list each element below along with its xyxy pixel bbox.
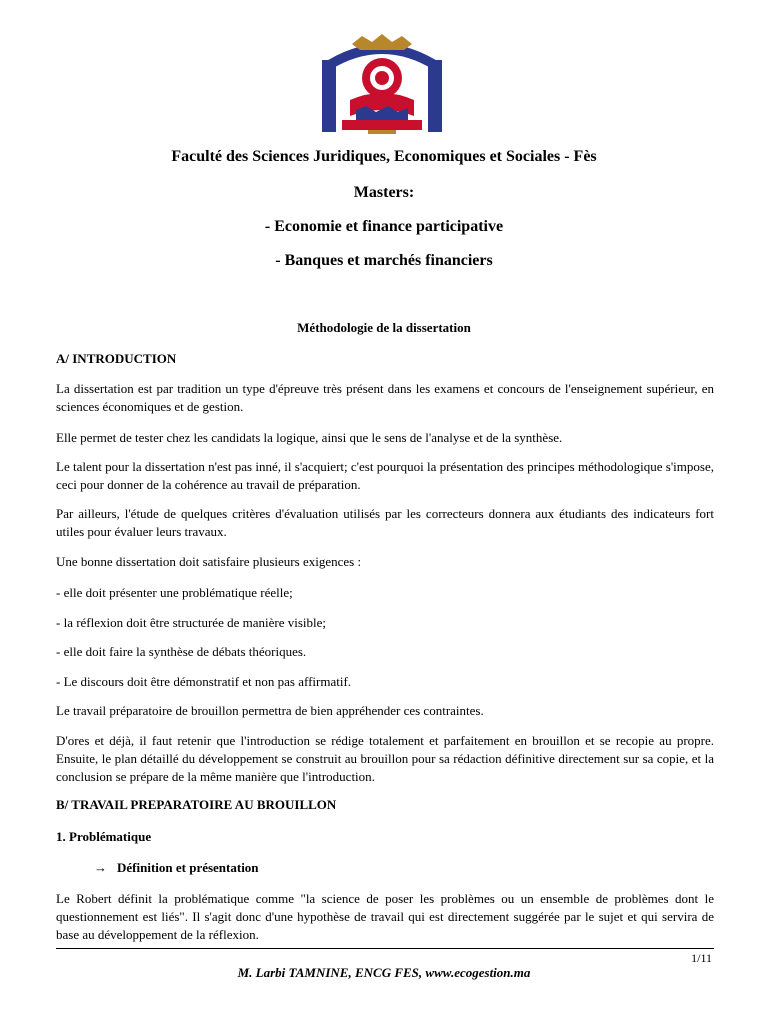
faculty-title: Faculté des Sciences Juridiques, Economiques et Sociales - Fès <box>171 148 597 165</box>
master-item-1: - Economie et finance participative <box>264 218 504 235</box>
section-b-heading: B/ TRAVAIL PREPARATOIRE AU BROUILLON <box>56 797 337 812</box>
university-emblem-icon <box>312 30 452 140</box>
paragraph: Le travail préparatoire de brouillon permettra de bien appréhender ces contraintes. <box>56 703 484 718</box>
page-number: 1/11 <box>691 951 712 965</box>
paragraph: Par ailleurs, l'étude de quelques critères d'évaluation utilisés par les correcteurs donnera aux étudiants des indicateurs fort utiles pour évaluer leurs travaux. <box>56 506 714 539</box>
list-item: - la réflexion doit être structurée de manière visible; <box>56 615 326 630</box>
list-item: - elle doit faire la synthèse de débats théoriques. <box>56 644 307 659</box>
list-item: - Le discours doit être démonstratif et non pas affirmatif. <box>56 674 352 689</box>
masters-label: Masters: <box>353 184 415 201</box>
footer-author: M. Larbi TAMNINE, ENCG FES, www.ecogestion.ma <box>237 965 531 980</box>
paragraph: Le talent pour la dissertation n'est pas inné, il s'acquiert; c'est pourquoi la présentation des principes méthodologique s'impose, ceci pour donner de la cohérence au travail de préparation. <box>56 459 714 492</box>
definition-label: Définition et présentation <box>117 860 259 875</box>
problematique-heading: 1. Problématique <box>56 829 152 844</box>
right-arrow-icon: → <box>94 860 107 875</box>
paragraph: La dissertation est par tradition un type d'épreuve très présent dans les examens et concours de l'enseignement supérieur, en sciences économiques et de gestion. <box>56 381 714 414</box>
paragraph: Elle permet de tester chez les candidats la logique, ainsi que le sens de l'analyse et de la synthèse. <box>56 430 563 445</box>
paragraph: D'ores et déjà, il faut retenir que l'introduction se rédige totalement et parfaitement en brouillon et se recopie au propre. Ensuite, le plan détaillé du développement se construit au brouillon pour sa rédaction définitive directement sur sa copie, et la conclusion se prépare de la même manière que l'introduction. <box>56 733 714 784</box>
paragraph: Le Robert définit la problématique comme "la science de poser les problèmes ou un ensemble de problèmes dont le questionnement est liés". Il s'agit donc d'une hypothèse de travail qui est directement suggérée par le sujet et qui servira de base au développement de la réflexion. <box>56 891 714 942</box>
footer-divider <box>56 948 714 949</box>
list-item: - elle doit présenter une problématique réelle; <box>56 585 293 600</box>
definition-subheading <box>94 860 259 876</box>
paragraph: Une bonne dissertation doit satisfaire plusieurs exigences : <box>56 554 362 569</box>
document-title: Méthodologie de la dissertation <box>297 320 471 335</box>
section-a-heading: A/ INTRODUCTION <box>56 351 177 366</box>
master-item-2: - Banques et marchés financiers <box>275 252 493 269</box>
